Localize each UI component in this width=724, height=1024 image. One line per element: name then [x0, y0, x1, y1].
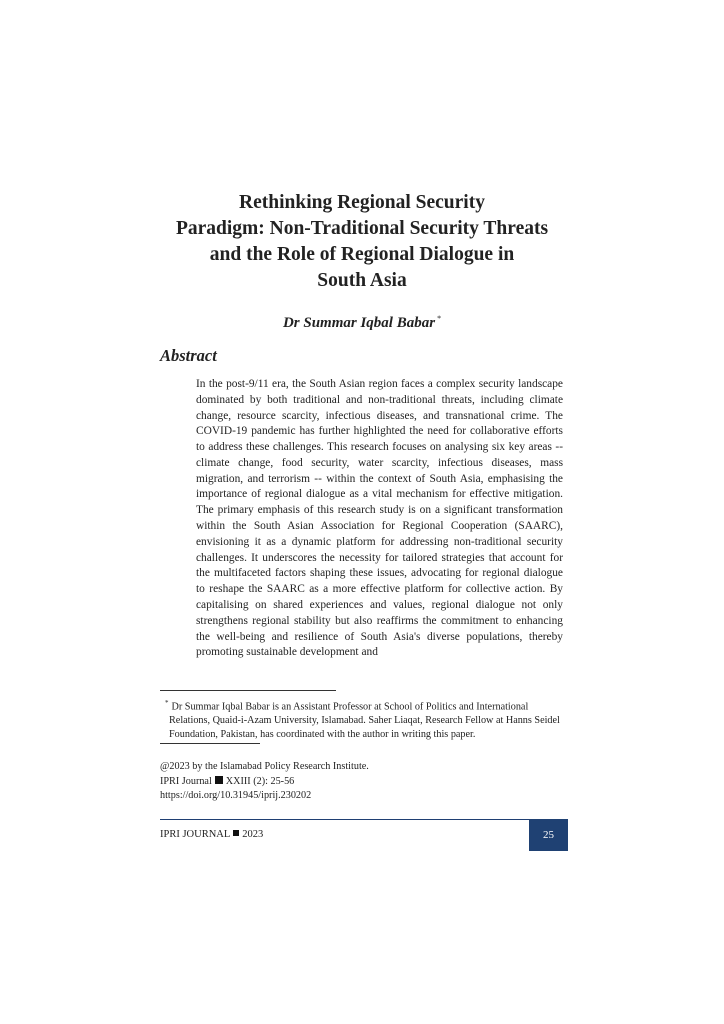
footnote-divider	[160, 690, 336, 691]
abstract-heading: Abstract	[160, 346, 217, 365]
footer-year: 2023	[242, 829, 264, 840]
title-line: South Asia	[317, 270, 407, 291]
doi-link[interactable]: https://doi.org/10.31945/iprij.230202	[160, 790, 312, 801]
title-line: Rethinking Regional Security	[239, 192, 485, 213]
title-line: Paradigm: Non-Traditional Security Threats	[175, 218, 549, 239]
journal-issue: XXIII (2): 25-56	[225, 776, 295, 787]
footnote-divider-short	[160, 743, 260, 744]
square-bullet-icon	[233, 830, 239, 836]
page-number: 25	[543, 829, 554, 841]
abstract-body: In the post-9/11 era, the South Asian region faces a complex security landscape dominated by both traditional and non-traditional threats, including climate change, resource scarcity, infectious diseases, and transnational crime. The COVID-19 pandemic has further highlighted the need for collaborative efforts to address these challenges. This research focuses on analysing six key areas -- climate change, food security, water scarcity, infectious diseases, mass migration, and terrorism -- within the context of South Asia, emphasising the importance of regional dialogue as a vital mechanism for effective mitigation. The primary emphasis of this research study is on a significant transformation within the South Asian Association for Regional Cooperation (SAARC), envisioning it as a dynamic platform for addressing non-traditional security challenges. It underscores the necessity for tailored strategies that account for the multifaceted factors shaping these issues, advocating for regional dialogue to reshape the SAARC as a more effective platform for collective action. By capitalising on shared experiences and values, regional dialogue not only strengthens regional stability but also reaffirms the commitment to enhancing the well-being and resilience of South Asia's diverse populations, thereby promoting sustainable development and	[196, 378, 563, 659]
footer-rule	[160, 819, 568, 820]
journal-citation	[160, 776, 294, 787]
square-bullet-icon	[215, 776, 223, 784]
running-footer	[160, 829, 263, 840]
copyright-notice: @2023 by the Islamabad Policy Research Institute.	[160, 761, 369, 772]
footnote-marker: *	[165, 699, 169, 707]
author-footnote	[160, 697, 564, 741]
title-line: and the Role of Regional Dialogue in	[209, 244, 515, 265]
author-line	[160, 314, 564, 332]
paper-title	[130, 190, 594, 294]
author-name: Dr Summar Iqbal Babar	[282, 315, 436, 331]
author-footnote-marker: *	[437, 314, 442, 323]
footnote-body	[160, 697, 564, 741]
journal-name: IPRI Journal	[160, 776, 212, 787]
footnote-text: Dr Summar Iqbal Babar is an Assistant Professor at School of Politics and International Relations, Quaid-i-Azam University, Islamabad. Saher Liaqat, Research Fellow at Hanns Seidel Foundation, Pakistan, has coordinated with the author in writing this paper.	[169, 701, 560, 740]
footer-journal: IPRI JOURNAL	[160, 829, 231, 840]
page-number-badge	[529, 819, 568, 851]
